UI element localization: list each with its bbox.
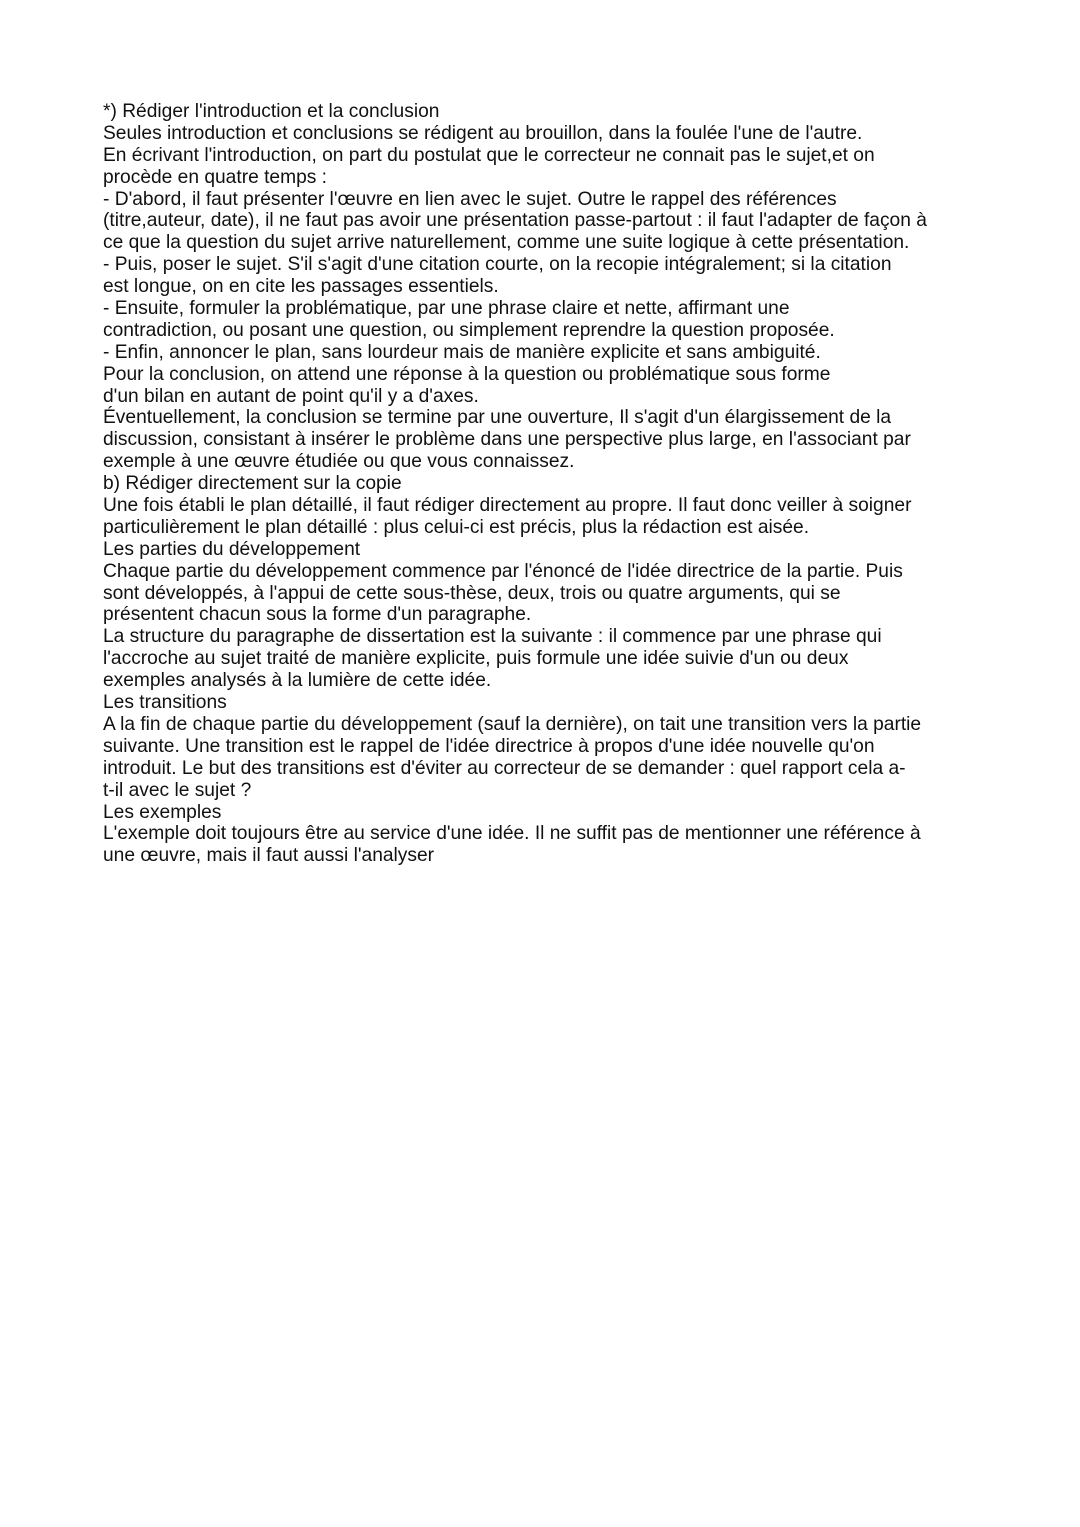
text-line: t-il avec le sujet ? <box>103 779 252 801</box>
text-line: (titre,auteur, date), il ne faut pas avoir une présentation passe-partout : il faut l'adapter de façon à <box>103 210 927 232</box>
text-line: l'accroche au sujet traité de manière explicite, puis formule une idée suivie d'un ou deux <box>103 648 849 670</box>
text-line: sont développés, à l'appui de cette sous-thèse, deux, trois ou quatre arguments, qui se <box>103 582 841 604</box>
text-line: discussion, consistant à insérer le problème dans une perspective plus large, en l'associant par <box>103 429 911 451</box>
text-line: L'exemple doit toujours être au service d'une idée. Il ne suffit pas de mentionner une référence à <box>103 823 921 845</box>
text-line: Éventuellement, la conclusion se termine par une ouverture, Il s'agit d'un élargissement de la <box>103 407 892 429</box>
text-line: une œuvre, mais il faut aussi l'analyser <box>103 845 435 867</box>
text-line: b) Rédiger directement sur la copie <box>103 473 402 495</box>
text-line: introduit. Le but des transitions est d'éviter au correcteur de se demander : quel rapport cela a- <box>103 757 906 779</box>
text-line: A la fin de chaque partie du développement (sauf la dernière), on tait une transition vers la partie <box>103 713 922 735</box>
text-line: En écrivant l'introduction, on part du postulat que le correcteur ne connait pas le sujet,et on <box>103 144 875 166</box>
text-line: procède en quatre temps : <box>103 166 327 188</box>
text-line: est longue, on en cite les passages essentiels. <box>103 276 499 298</box>
text-line: Seules introduction et conclusions se rédigent au brouillon, dans la foulée l'une de l'autre. <box>103 122 863 144</box>
text-line: ce que la question du sujet arrive naturellement, comme une suite logique à cette présentation. <box>103 232 910 254</box>
text-line: Chaque partie du développement commence par l'énoncé de l'idée directrice de la partie. Puis <box>103 560 903 582</box>
text-line: exemple à une œuvre étudiée ou que vous connaissez. <box>103 451 575 473</box>
text-line: Les transitions <box>103 692 227 714</box>
text-line: La structure du paragraphe de dissertation est la suivante : il commence par une phrase qui <box>103 626 882 648</box>
text-line: présentent chacun sous la forme d'un paragraphe. <box>103 604 532 626</box>
text-line: Une fois établi le plan détaillé, il faut rédiger directement au propre. Il faut donc veiller à soigner <box>103 495 912 517</box>
text-line: *) Rédiger l'introduction et la conclusion <box>103 101 440 122</box>
text-line: - D'abord, il faut présenter l'œuvre en lien avec le sujet. Outre le rappel des références <box>103 188 837 210</box>
text-line: - Ensuite, formuler la problématique, par une phrase claire et nette, affirmant une <box>103 298 790 320</box>
text-line: - Puis, poser le sujet. S'il s'agit d'une citation courte, on la recopie intégralement; si la citation <box>103 254 892 276</box>
text-line: d'un bilan en autant de point qu'il y a d'axes. <box>103 385 479 407</box>
document-text <box>103 101 1003 867</box>
text-line: particulièrement le plan détaillé : plus celui-ci est précis, plus la rédaction est aisée. <box>103 516 810 538</box>
text-line: contradiction, ou posant une question, ou simplement reprendre la question proposée. <box>103 319 835 341</box>
text-line: Les exemples <box>103 801 222 823</box>
text-line: suivante. Une transition est le rappel de l'idée directrice à propos d'une idée nouvelle qu'on <box>103 735 875 757</box>
text-line: Pour la conclusion, on attend une réponse à la question ou problématique sous forme <box>103 363 831 385</box>
text-line: exemples analysés à la lumière de cette idée. <box>103 670 492 692</box>
text-line: Les parties du développement <box>103 538 361 560</box>
text-line: - Enfin, annoncer le plan, sans lourdeur mais de manière explicite et sans ambiguité. <box>103 341 821 363</box>
